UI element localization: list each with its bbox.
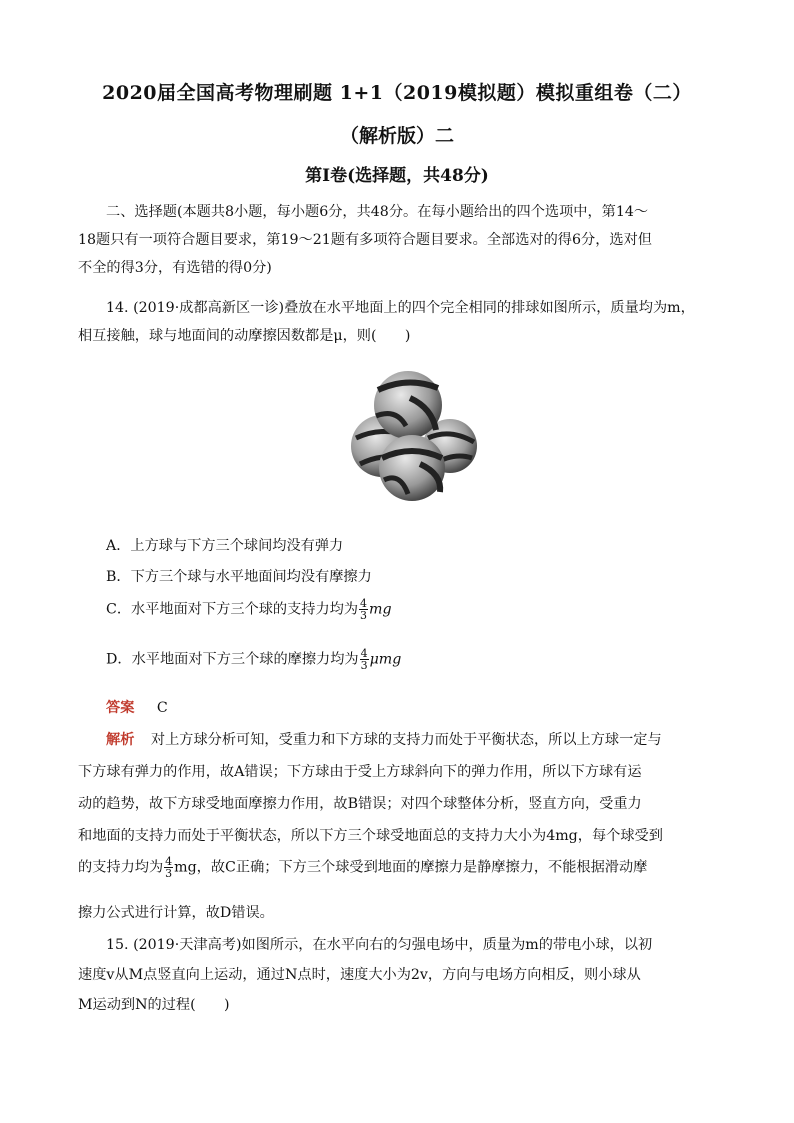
analysis-text-5b: mg，故C正确；下方三个球受到地面的摩擦力是静摩擦力，不能根据滑动摩 [174, 859, 648, 876]
option-d-text: D．水平地面对下方三个球的摩擦力均为 [106, 651, 359, 668]
instructions-line-3: 不全的得3分，有选错的得0分) [78, 260, 272, 276]
question-14-stem-line-1: 14. (2019·成都高新区一诊)叠放在水平地面上的四个完全相同的排球如图所示，质量均为m， [106, 300, 695, 316]
analysis-line-3: 动的趋势，故下方球受地面摩擦力作用，故B错误；对四个球整体分析，竖直方向，受重力 [78, 796, 642, 812]
analysis-fraction [164, 856, 173, 879]
instructions-line-2: 18题只有一项符合题目要求，第19～21题有多项符合题目要求。全部选对的得6分，选对但 [78, 232, 652, 248]
question-15-line-3: M运动到N的过程( ) [78, 997, 230, 1013]
volleyball-bottom-front [379, 435, 445, 501]
option-a: A．上方球与下方三个球间均没有弹力 [106, 538, 344, 554]
volleyball-top [374, 371, 442, 439]
question-14-stem-line-2: 相互接触，球与地面间的动摩擦因数都是μ，则( ) [78, 328, 411, 344]
option-c-unit: mg [369, 601, 392, 618]
instructions-line-1: 二、选择题(本题共8小题，每小题6分，共48分。在每小题给出的四个选项中，第14～ [106, 204, 649, 220]
document-title: 2020届全国高考物理刷题 1+1（2019模拟题）模拟重组卷（二） [102, 82, 692, 104]
analysis-line-6: 擦力公式进行计算，故D错误。 [78, 905, 274, 921]
fraction-denominator: 3 [360, 659, 368, 672]
analysis-text-1: 对上方球分析可知，受重力和下方球的支持力而处于平衡状态，所以上方球一定与 [150, 732, 662, 748]
analysis-label: 解析 [106, 732, 135, 748]
answer-line [106, 697, 756, 717]
analysis-line-4: 和地面的支持力而处于平衡状态，所以下方三个球受地面总的支持力大小为4mg，每个球受到 [78, 828, 663, 844]
fraction-numerator: 4 [360, 647, 368, 660]
answer-label: 答案 [106, 700, 135, 716]
option-c-text: C．水平地面对下方三个球的支持力均为 [106, 601, 359, 618]
analysis-line-2: 下方球有弹力的作用，故A错误；下方球由于受上方球斜向下的弹力作用，所以下方球有运 [78, 764, 642, 780]
analysis-line-1 [106, 729, 756, 749]
fraction-numerator: 4 [360, 597, 368, 610]
option-d-fraction [360, 648, 369, 671]
stacked-volleyballs-figure [350, 368, 480, 503]
fraction-numerator: 4 [165, 855, 173, 868]
option-c-fraction [359, 598, 368, 621]
question-15-line-1: 15. (2019·天津高考)如图所示，在水平向右的匀强电场中，质量为m的带电小球，以初 [106, 937, 653, 953]
section-title: 第Ⅰ卷(选择题，共48分) [305, 166, 489, 186]
analysis-text-5: 的支持力均为 [78, 859, 164, 876]
option-c [106, 598, 392, 621]
fraction-denominator: 3 [165, 867, 173, 880]
fraction-denominator: 3 [360, 609, 368, 622]
answer-value: C [156, 700, 168, 716]
option-d [106, 648, 401, 671]
question-15-line-2: 速度v从M点竖直向上运动，通过N点时，速度大小为2v，方向与电场方向相反，则小球从 [78, 967, 641, 983]
analysis-line-5 [78, 856, 728, 879]
option-b: B．下方三个球与水平地面间均没有摩擦力 [106, 569, 372, 585]
option-d-unit: μmg [369, 651, 402, 668]
document-subtitle: （解析版）二 [339, 125, 454, 147]
